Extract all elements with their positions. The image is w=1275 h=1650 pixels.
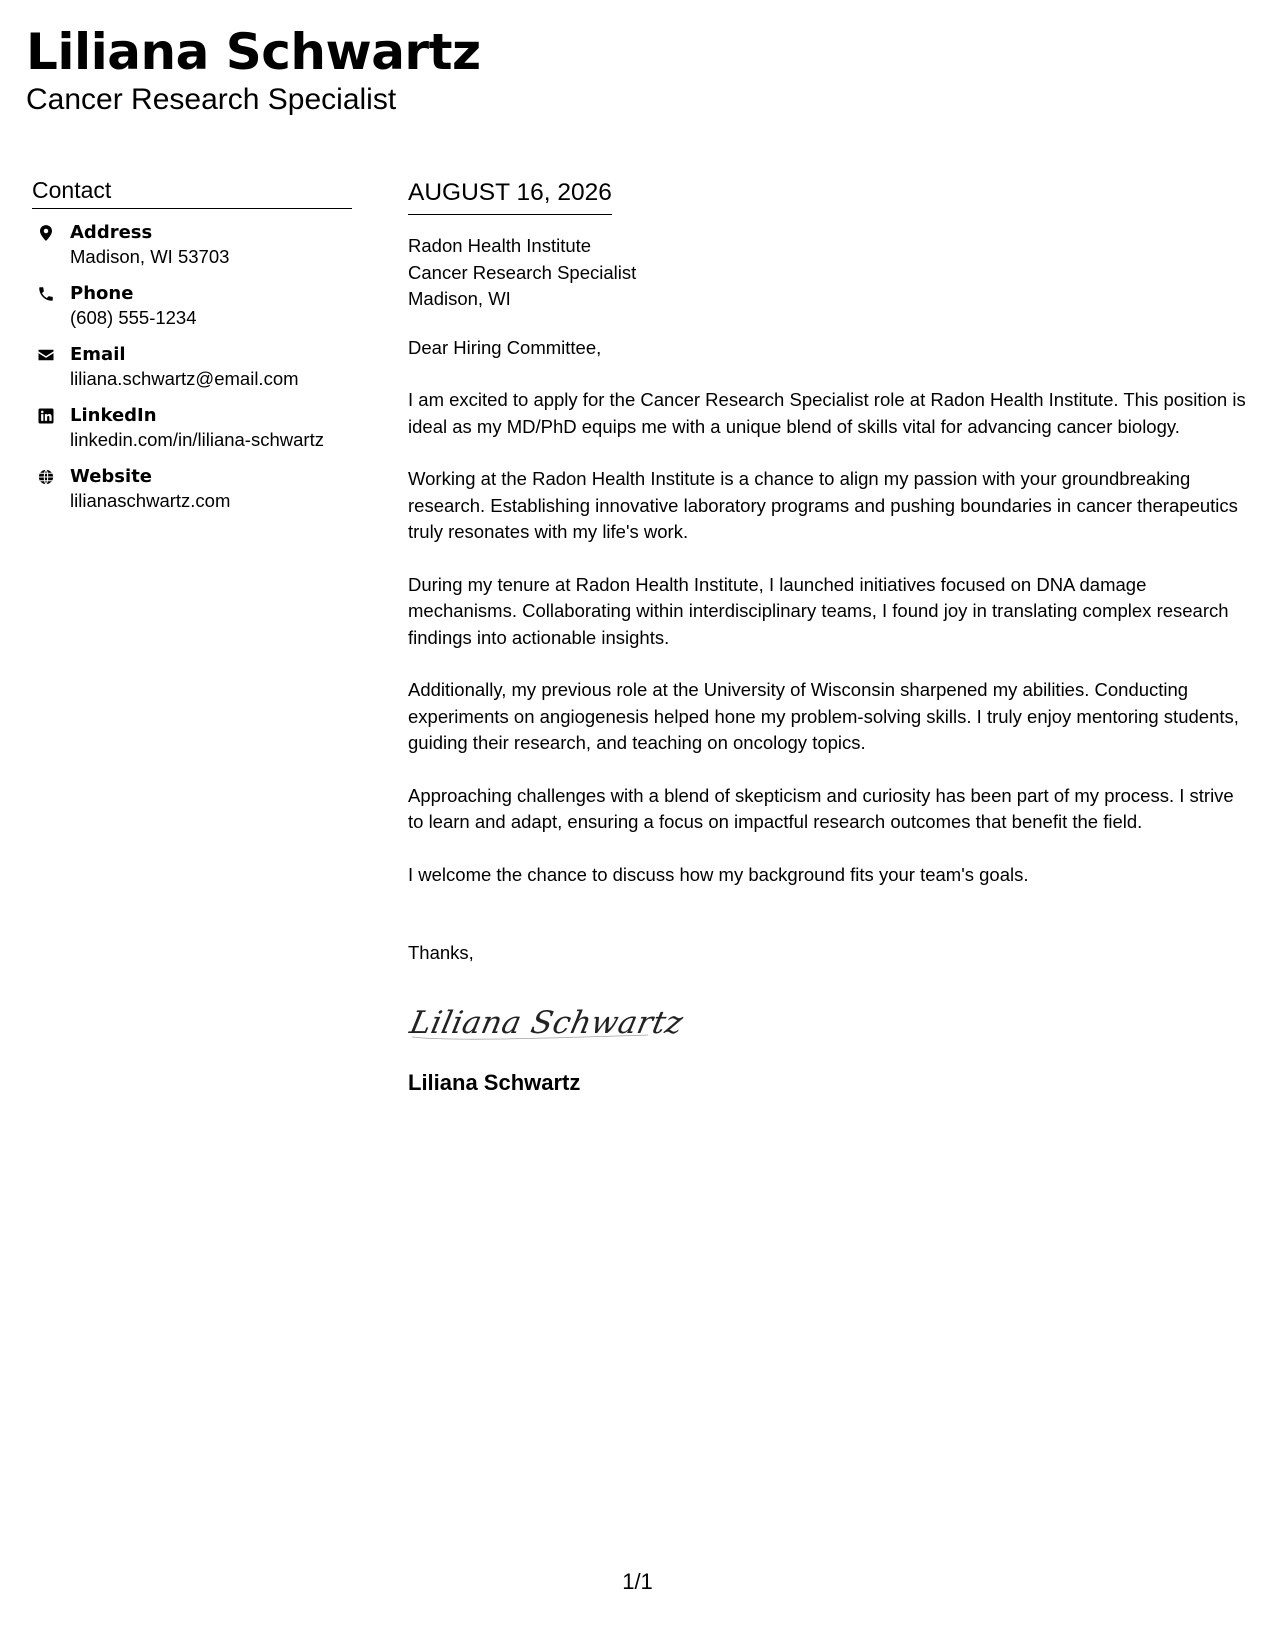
greeting: Dear Hiring Committee,: [408, 336, 602, 358]
paragraph: During my tenure at Radon Health Institute, I launched initiatives focused on DNA damage mechanisms. Collaborating within interdisciplinary teams, I found joy in translating complex research findings into actionable insights.: [408, 573, 1229, 648]
paragraph: I welcome the chance to discuss how my background fits your team's goals.: [408, 863, 1029, 885]
closing: Thanks,: [408, 942, 474, 963]
contact-address: [32, 221, 352, 269]
paragraph: Working at the Radon Health Institute is a chance to align my passion with your groundbreaking research. Establishing innovative laboratory programs and pushing boundaries in cancer therapeutics truly resonates with my life's work.: [408, 468, 1238, 542]
linkedin-value[interactable]: linkedin.com/in/liliana-schwartz: [70, 429, 324, 450]
applicant-title: Cancer Research Specialist: [26, 83, 397, 116]
email-value[interactable]: liliana.schwartz@email.com: [70, 368, 299, 389]
page-number: 1/1: [622, 1569, 653, 1594]
paragraph: Additionally, my previous role at the University of Wisconsin sharpened my abilities. Conducting experiments on angiogenesis helped hone my problem-solving skills. I truly enjoy mentoring students, guiding their research, and teaching on oncology topics.: [408, 679, 1239, 753]
phone-value: (608) 555-1234: [70, 307, 197, 328]
envelope-icon: [36, 345, 56, 365]
recipient-location: Madison, WI: [408, 288, 511, 309]
contact-phone: [32, 282, 352, 330]
address-value: Madison, WI 53703: [70, 246, 230, 267]
letter-date: AUGUST 16, 2026: [408, 178, 612, 215]
applicant-name: Liliana Schwartz: [26, 23, 481, 81]
website-value[interactable]: lilianaschwartz.com: [70, 490, 231, 511]
contact-heading: Contact: [32, 176, 352, 209]
signature-image: [406, 997, 687, 1049]
contact-sidebar: [32, 176, 352, 526]
letter-header: [26, 22, 481, 118]
letter-body: [408, 178, 1253, 1097]
linkedin-icon: [36, 406, 56, 426]
location-pin-icon: [36, 223, 56, 243]
contact-label: Website: [70, 466, 153, 487]
phone-icon: [36, 284, 56, 304]
contact-website: [32, 465, 352, 513]
paragraph: I am excited to apply for the Cancer Research Specialist role at Radon Health Institute. This position is ideal as my MD/PhD equips me with a unique blend of skills vital for advancing cancer biology.: [408, 389, 1246, 437]
contact-label: Email: [70, 344, 126, 365]
globe-icon: [36, 467, 56, 487]
signature-text: Liliana Schwartz: [406, 1004, 687, 1041]
paragraph: Approaching challenges with a blend of skepticism and curiosity has been part of my process. I strive to learn and adapt, ensuring a focus on impactful research outcomes that benefit the field.: [408, 784, 1234, 832]
contact-email: [32, 343, 352, 391]
signed-name: Liliana Schwartz: [408, 1069, 581, 1095]
recipient-organization: Radon Health Institute: [408, 235, 592, 256]
recipient-block: [408, 233, 1253, 313]
handwritten-signature: [408, 997, 1253, 1049]
recipient-position: Cancer Research Specialist: [408, 261, 637, 283]
contact-linkedin: [32, 404, 352, 452]
contact-label: Phone: [70, 283, 134, 304]
contact-label: LinkedIn: [70, 405, 157, 426]
contact-label: Address: [70, 222, 153, 243]
